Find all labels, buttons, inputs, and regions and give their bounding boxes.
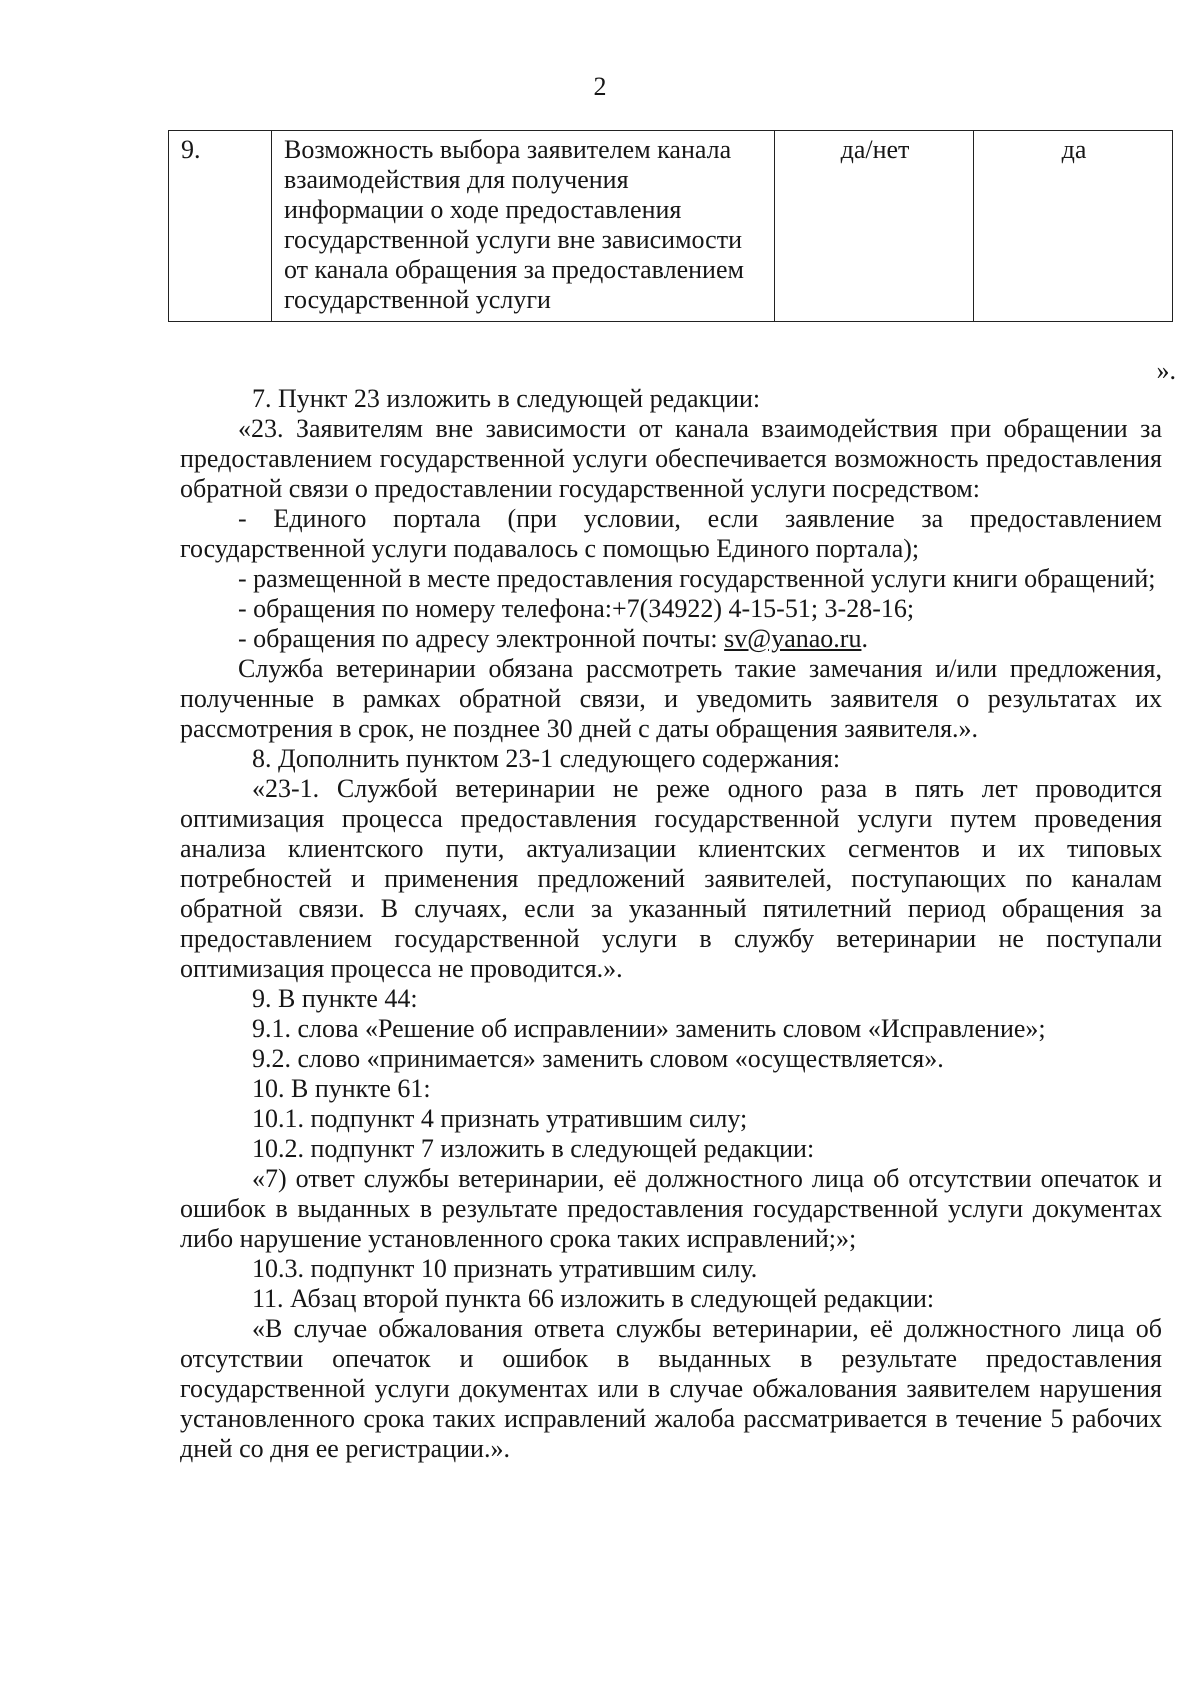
value-cell: да — [974, 131, 1173, 322]
page-number: 2 — [593, 72, 607, 101]
table-row — [169, 131, 1173, 322]
email-prefix: - обращения по адресу электронной почты: — [238, 624, 725, 653]
item-10-2: 10.2. подпункт 7 изложить в следующей редакции: — [252, 1134, 815, 1163]
table-closing-quote: ». — [1156, 356, 1176, 385]
email-suffix: . — [861, 624, 868, 653]
document-body — [180, 384, 1162, 1464]
item-11-text: «В случае обжалования ответа службы ветеринарии, её должностного лица об отсутствии опечаток и ошибок в выданных в результате предоставления государственной услуги документах или в случае обжалования заявителем нарушения установленного срока таких исправлений жалоба рассматривается в течение 5 рабочих дней со дня ее регистрации.». — [180, 1314, 1162, 1463]
indicator-name-cell: Возможность выбора заявителем канала взаимодействия для получения информации о ходе предоставления государственной услуги вне зависимости от канала обращения за предоставлением государственной услуги — [272, 131, 775, 322]
item-7-bullet-portal: - Единого портала (при условии, если заявление за предоставлением государственной услуги подавалось с помощью Единого портала); — [180, 504, 1162, 563]
item-10-2-text: «7) ответ службы ветеринарии, её должностного лица об отсутствии опечаток и ошибок в выданных в результате предоставления государственной услуги документах либо нарушение установленного срока таких исправлений;»; — [180, 1164, 1162, 1253]
item-10-3: 10.3. подпункт 10 признать утратившим силу. — [252, 1254, 758, 1283]
row-number-cell: 9. — [169, 131, 272, 322]
item-8-text: «23-1. Службой ветеринарии не реже одного раза в пять лет проводится оптимизация процесса предоставления государственной услуги путем проведения анализа клиентского пути, актуализации клиентских сегментов и их типовых потребностей и применения предложений заявителей, поступающих по каналам обратной связи. В случаях, если за указанный пятилетний период обращения за предоставлением государственной услуги в службу ветеринарии не поступали оптимизация процесса не проводится.». — [180, 774, 1162, 983]
item-9-2: 9.2. слово «принимается» заменить словом «осуществляется». — [252, 1044, 944, 1073]
unit-cell: да/нет — [775, 131, 974, 322]
item-10-heading: 10. В пункте 61: — [252, 1074, 431, 1103]
item-8-heading: 8. Дополнить пунктом 23-1 следующего содержания: — [252, 744, 841, 773]
item-11-heading: 11. Абзац второй пункта 66 изложить в следующей редакции: — [252, 1284, 935, 1313]
item-7-bullet-phone: - обращения по номеру телефона:+7(34922) 4-15-51; 3-28-16; — [238, 594, 915, 623]
item-7-text: «23. Заявителям вне зависимости от канала взаимодействия при обращении за предоставлением государственной услуги обеспечивается возможность предоставления обратной связи о предоставлении государственной услуги посредством: — [180, 414, 1162, 503]
indicator-table — [168, 130, 1173, 322]
item-7-bullet-book: - размещенной в месте предоставления государственной услуги книги обращений; — [238, 564, 1156, 593]
item-7-heading: 7. Пункт 23 изложить в следующей редакции: — [252, 384, 761, 413]
item-9-1: 9.1. слова «Решение об исправлении» заменить словом «Исправление»; — [252, 1014, 1046, 1043]
email-link[interactable]: sv@yanao.ru — [724, 624, 862, 653]
item-10-1: 10.1. подпункт 4 признать утратившим силу; — [252, 1104, 748, 1133]
item-9-heading: 9. В пункте 44: — [252, 984, 418, 1013]
item-7-bullet-email — [180, 624, 1162, 654]
item-7-note: Служба ветеринарии обязана рассмотреть такие замечания и/или предложения, полученные в рамках обратной связи, и уведомить заявителя о результатах их рассмотрения в срок, не позднее 30 дней с даты обращения заявителя.». — [180, 654, 1162, 743]
